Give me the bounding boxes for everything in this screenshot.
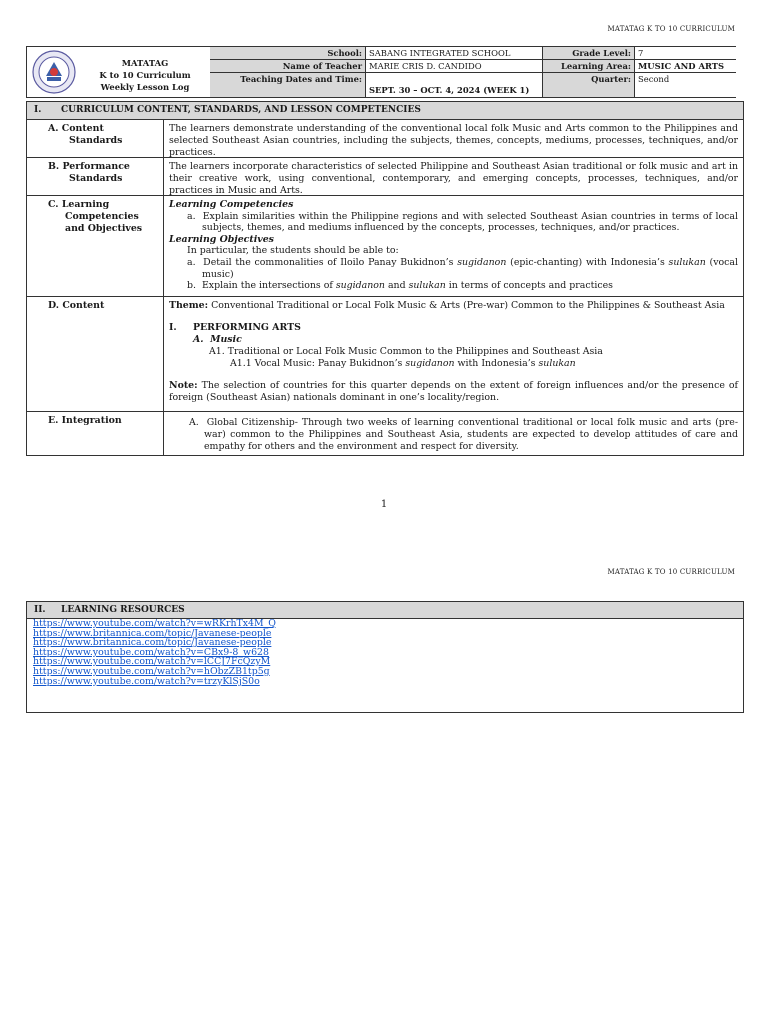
text-run: Detail the commonalities of Iloilo Panay Bukidnon’s xyxy=(203,256,458,268)
label-line: Competencies xyxy=(65,211,139,222)
deped-seal-icon xyxy=(32,50,76,94)
resource-link[interactable]: https://www.youtube.com/watch?v=wRKrhTx4M_Q xyxy=(33,618,276,629)
heading-text: PERFORMING ARTS xyxy=(192,322,301,333)
topic-a11 xyxy=(169,358,738,370)
theme-line xyxy=(169,300,738,312)
section-heading xyxy=(27,602,743,619)
content-text xyxy=(164,297,743,407)
heading-text: Music xyxy=(210,334,242,345)
label-line: Standards xyxy=(69,173,123,184)
integration-body: Global Citizenship- Through two weeks of learning conventional traditional or local folk music and arts (pre-war) common to the Philippines and Southeast Asia, students are expected to develop attitudes of care and empathy for others and the environment and respect for diversity. xyxy=(204,417,738,452)
heading-number: I. xyxy=(169,322,177,333)
term-sulukan: sulukan xyxy=(538,358,576,369)
school-value: SABANG INTEGRATED SCHOOL xyxy=(366,47,543,60)
integration-text xyxy=(164,412,743,456)
grade-level-label: Grade Level: xyxy=(543,47,635,60)
competencies-title: Learning Competencies xyxy=(169,199,294,210)
integration-item xyxy=(169,417,738,453)
section-number: I. xyxy=(34,105,42,115)
list-marker: b. xyxy=(187,280,196,292)
section-learning-resources xyxy=(26,601,744,713)
note xyxy=(169,380,738,404)
term-sugidanon: sugidanon xyxy=(457,256,507,268)
quarter-label: Quarter: xyxy=(543,73,635,97)
resource-link[interactable]: https://www.youtube.com/watch?v=trzyKlSjS0o xyxy=(33,675,260,687)
competency-a xyxy=(169,211,738,234)
row-label xyxy=(27,412,164,455)
resource-link[interactable]: https://www.youtube.com/watch?v=hObzZB1tp5g xyxy=(33,665,270,677)
list-marker: a. xyxy=(187,256,196,268)
text-run: (epic-chanting) with Indonesia’s xyxy=(506,256,669,268)
learning-area-label: Learning Area: xyxy=(543,60,635,73)
resource-link[interactable]: https://www.youtube.com/watch?v=lCCJ7FcQzyM xyxy=(33,656,271,668)
text-run: (vocal music) xyxy=(202,256,738,280)
resource-link[interactable]: https://www.britannica.com/topic/Javanese-people xyxy=(33,627,272,639)
note-text: The selection of countries for this quarter depends on the extent of foreign influences and/or the presence of foreign (Southeast Asian) nationals dominant in one’s locality/region. xyxy=(169,380,738,403)
text-run: and xyxy=(384,280,409,292)
running-header: MATATAG K TO 10 CURRICULUM xyxy=(607,25,735,33)
performance-standards-text: The learners incorporate characteristics of selected Philippine and Southeast Asian traditional or folk music and art in their creative work, using conventional, contemporary, and emerging concepts, processes, techniques, and/or practices in Music and Arts. xyxy=(169,161,738,196)
objective-a xyxy=(169,257,738,280)
objective-b xyxy=(169,280,738,292)
header-fields xyxy=(210,47,735,97)
term-sulukan: sulukan xyxy=(408,280,446,292)
dates-label: Teaching Dates and Time: xyxy=(210,73,366,97)
page-number: 1 xyxy=(380,499,388,510)
teacher-value: MARIE CRIS D. CANDIDO xyxy=(366,60,543,73)
label-line: and Objectives xyxy=(65,223,143,234)
topic-a1: A1. Traditional or Local Folk Music Common to the Philippines and Southeast Asia xyxy=(209,346,603,357)
performing-arts-heading xyxy=(169,322,738,334)
row-label xyxy=(27,196,164,296)
learning-area-value: MUSIC AND ARTS xyxy=(635,60,736,73)
row-integration xyxy=(27,412,743,455)
row-label xyxy=(27,297,164,411)
spacer xyxy=(169,370,738,380)
row-learning-competencies xyxy=(27,196,743,297)
logo-cell xyxy=(27,47,211,97)
row-content xyxy=(27,297,743,412)
objectives-intro: In particular, the students should be able to: xyxy=(187,245,399,257)
competency-text: Explain similarities within the Philippine regions and with selected Southeast Asian countries in terms of local subjects, themes, and mediums influenced by the concepts, processes, techniques, and/or practices. xyxy=(202,210,738,234)
school-label: School: xyxy=(210,47,366,60)
label-line: B. Performance xyxy=(48,161,130,172)
curriculum-line-3: Weekly Lesson Log xyxy=(100,82,190,92)
section-curriculum-content xyxy=(26,101,744,456)
term-sulukan: sulukan xyxy=(668,256,706,268)
row-performance-standards xyxy=(27,158,743,196)
dates-value: SEPT. 30 – OCT. 4, 2024 (WEEK 1) xyxy=(366,73,543,97)
resource-link-list xyxy=(27,619,743,686)
resource-link[interactable]: https://www.youtube.com/watch?v=CBx9-8_w628 xyxy=(33,646,269,658)
quarter-value: Second xyxy=(635,73,736,97)
section-title: CURRICULUM CONTENT, STANDARDS, AND LESSON COMPETENCIES xyxy=(61,105,421,115)
grade-level-value: 7 xyxy=(635,47,736,60)
section-heading xyxy=(27,102,743,120)
text-run: Explain the intersections of xyxy=(201,280,336,292)
resource-link[interactable]: https://www.britannica.com/topic/Javanese-people xyxy=(33,637,272,649)
theme-text: Conventional Traditional or Local Folk Music & Arts (Pre-war) Common to the Philippines & Southeast Asia xyxy=(208,300,725,311)
list-marker: A. xyxy=(193,334,204,345)
label-line: A. Content xyxy=(48,123,104,134)
theme-label: Theme: xyxy=(169,300,209,311)
row-label xyxy=(27,158,164,195)
row-content-standards xyxy=(27,120,743,158)
content-standards-text: The learners demonstrate understanding of the conventional local folk Music and Arts common to the Philippines and selected Southeast Asian countries, including the subjects, themes, concepts, mediums, processes, techniques, and/or practices. xyxy=(169,123,738,158)
row-label xyxy=(27,120,164,157)
section-number: II. xyxy=(34,605,46,615)
objectives-title: Learning Objectives xyxy=(169,233,274,245)
label-line: C. Learning xyxy=(48,199,110,210)
label-line: D. Content xyxy=(48,300,105,311)
music-heading xyxy=(169,334,738,346)
term-sugidanon: sugidanon xyxy=(335,280,385,292)
section-title: LEARNING RESOURCES xyxy=(61,605,185,615)
label-line: E. Integration xyxy=(48,415,122,426)
text-run: in terms of concepts and practices xyxy=(445,280,613,292)
term-sugidanon: sugidanon xyxy=(405,358,455,369)
list-marker: A. xyxy=(189,417,199,428)
curriculum-line-1: MATATAG xyxy=(121,58,169,68)
text-run: with Indonesia’s xyxy=(454,358,539,369)
spacer xyxy=(169,312,738,322)
curriculum-label xyxy=(84,57,206,93)
running-header-page-2: MATATAG K TO 10 CURRICULUM xyxy=(607,568,735,576)
teacher-label: Name of Teacher xyxy=(210,60,366,73)
note-label: Note: xyxy=(169,380,198,391)
text-run: A1.1 Vocal Music: Panay Bukidnon’s xyxy=(230,358,406,369)
label-line: Standards xyxy=(69,135,123,146)
curriculum-line-2: K to 10 Curriculum xyxy=(99,70,191,80)
list-marker: a. xyxy=(187,210,196,222)
competencies-text xyxy=(164,196,743,295)
lesson-log-header xyxy=(26,46,736,98)
